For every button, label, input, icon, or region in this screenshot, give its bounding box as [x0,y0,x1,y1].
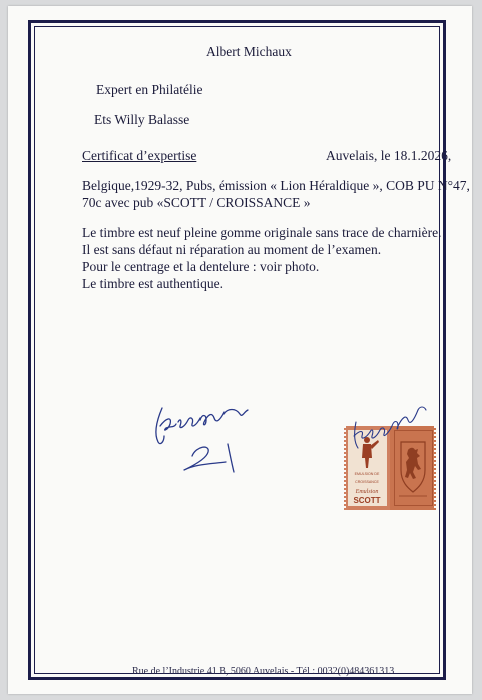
expert-title: Expert en Philatélie [96,82,203,97]
stamp-description-line: Belgique,1929-32, Pubs, émission « Lion Héraldique », COB PU N°47, [82,178,470,193]
certificate-date: Auvelais, le 18.1.2026, [326,148,452,163]
tab-text: CROISSANCE [355,480,379,484]
certificate-sheet [8,6,472,694]
body-text-line: Il est sans défaut ni réparation au moment de l’examen. [82,242,382,257]
company-name: Ets Willy Balasse [94,112,190,127]
body-text-line: Le timbre est authentique. [82,276,223,291]
expert-name: Albert Michaux [206,44,292,59]
border-frame [28,20,446,680]
body-text-line: Pour le centrage et la dentelure : voir photo. [82,259,320,274]
body-text-line: Le timbre est neuf pleine gomme originale sans trace de charnière. [82,225,442,240]
certificate-label: Certificat d’expertise [82,148,197,163]
stamp-signature [344,396,428,458]
stamp-description-line: 70c avec pub «SCOTT / CROISSANCE » [82,195,311,210]
footer-address: Rue de l’Industrie 41 B, 5060 Auvelais - Tél : 0032(0)484361313 [132,666,395,677]
handwritten-signature [148,398,268,478]
tab-script-text: Emulsion [355,489,379,495]
tab-text: EMULSION DE [354,472,380,476]
perforation-edge [434,426,436,510]
tab-brand-text: SCOTT [353,496,381,505]
